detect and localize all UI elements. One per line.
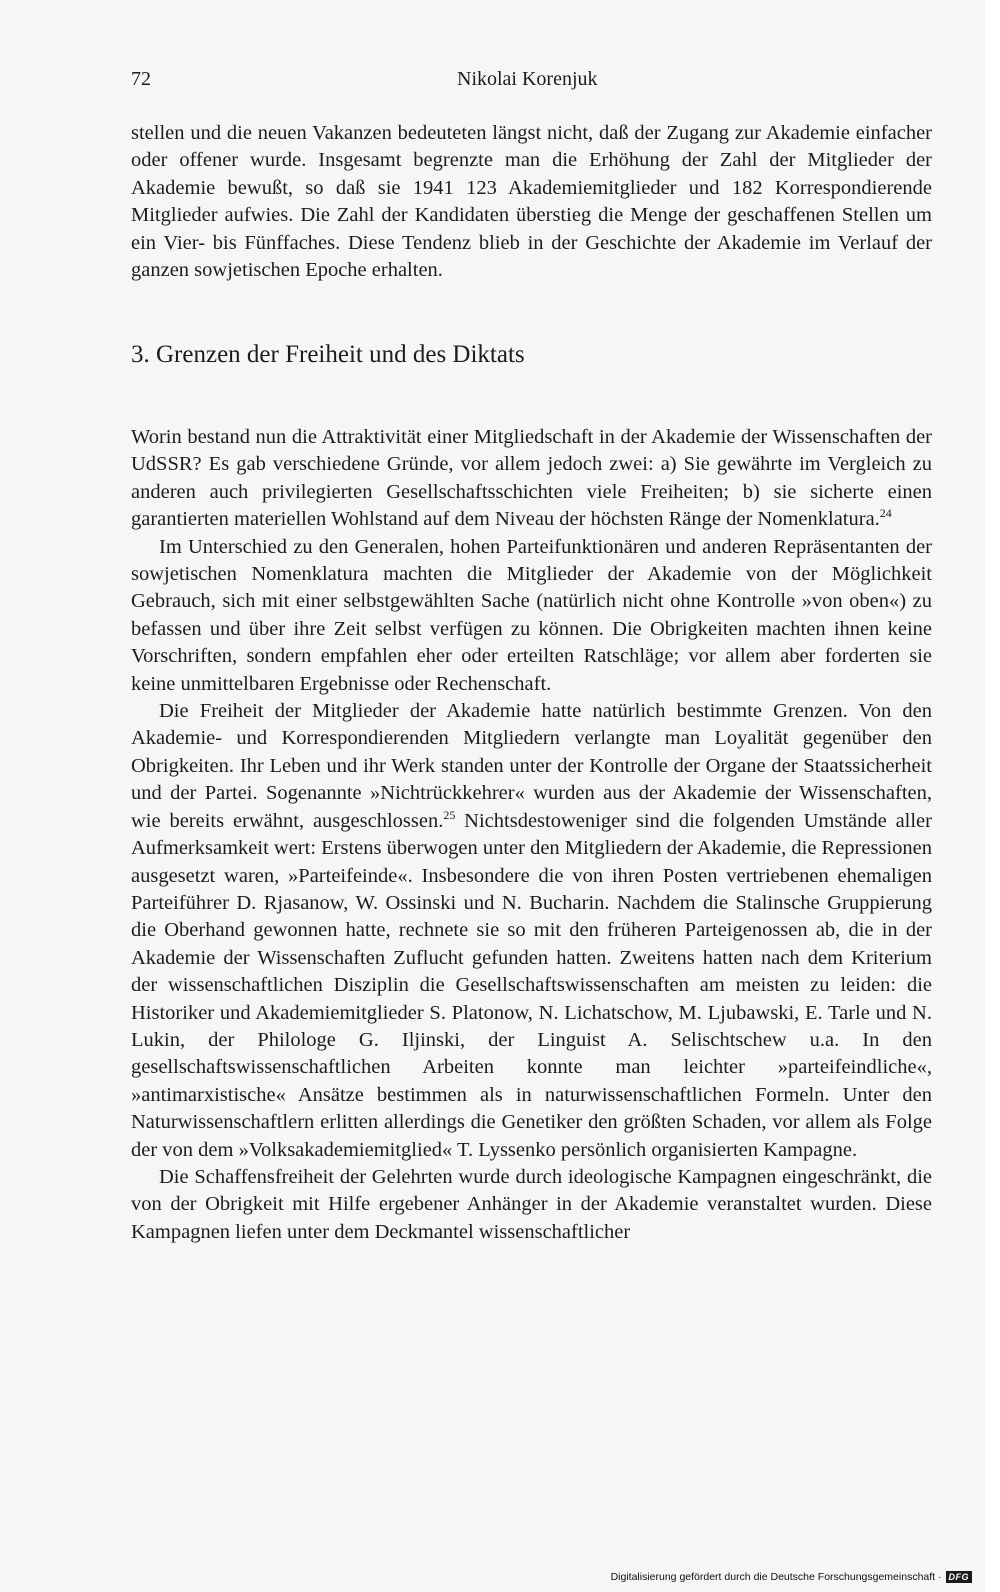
paragraph-3-text-b: Nichtsdestoweniger sind die folgenden Umstände aller Aufmerksamkeit wert: Erstens überwogen unter den Mitgliedern der Akademie, die Repressionen ausgesetzt waren, »Parteifeinde«. Insbesondere die von ihren Posten vertriebenen ehemaligen Parteiführer D. Rjasanow, W. Ossinski und N. Bucharin. Nachdem die Stalinsche Gruppierung die Oberhand gewonnen hatte, rechnete sie so mit den früheren Parteigenossen ab, die in der Akademie der Wissenschaften Zuflucht gefunden hatten. Zweitens hatten nach dem Kriterium der wissenschaftlichen Disziplin die Gesellschaftswissenschaften am meisten zu leiden: die Historiker und Akademiemitglieder S. Platonow, N. Lichatschow, M. Ljubawski, E. Tarle und N. Lukin, der Philologe G. Iljinski, der Linguist A. Selischtschew u.a. In den gesellschaftswissenschaftlichen Arbeiten konnte man leichter »parteifeindliche«, »antimarxistische« Ansätze bestimmen als in naturwissenschaftlichen Formeln. Unter den Naturwissenschaftlern erlitten allerdings die Genetiker den größten Schaden, vor allem als Folge der von dem »Volksakademiemitglied« T. Lyssenko persönlich organisierten Kampagne. <box>131 809 932 1161</box>
continuation-text <box>131 120 932 284</box>
paragraph-4: Die Schaffensfreiheit der Gelehrten wurde durch ideologische Kampagnen eingeschränkt, die von der Obrigkeit mit Hilfe ergebener Anhänger in der Akademie veranstaltet wurden. Diese Kampagnen liefen unter dem Deckmantel wissenschaftlicher <box>131 1165 932 1243</box>
header-author: Nikolai Korenjuk <box>457 68 598 90</box>
paragraph-3-text-a: Die Freiheit der Mitglieder der Akademie hatte natürlich bestimmte Grenzen. Von den Akademie- und Korrespondierenden Mitgliedern verlangte man Loyalität gegenüber den Obrigkeiten. Ihr Leben und ihr Werk standen unter der Kontrolle der Organe der Staatssicherheit und der Partei. Sogenannte »Nichtrückkehrer« wurden aus der Akademie der Wissenschaften, wie bereits erwähnt, ausgeschlossen. <box>131 700 932 832</box>
digitization-credit <box>611 1568 972 1586</box>
paragraph-1 <box>131 424 932 534</box>
scan-margin <box>985 0 1000 1592</box>
dfg-logo-icon: DFG <box>946 1571 973 1583</box>
paragraph-continuation: stellen und die neuen Vakanzen bedeuteten längst nicht, daß der Zugang zur Akademie einfacher oder offener wurde. Insgesamt begrenzte man die Erhöhung der Zahl der Mitglieder der Akademie bewußt, so daß sie 1941 123 Akademiemitglieder und 182 Korrespondierende Mitglieder aufwies. Die Zahl der Kandidaten überstieg die Menge der geschaffenen Stellen um ein Vier- bis Fünffaches. Diese Tendenz blieb in der Geschichte der Akademie im Verlauf der ganzen sowjetischen Epoche erhalten. <box>131 122 932 282</box>
running-head <box>131 68 931 98</box>
footnote-ref-24: 24 <box>879 506 892 521</box>
paragraph-2: Im Unterschied zu den Generalen, hohen Parteifunktionären und anderen Repräsentanten der sowjetischen Nomenklatura machten die Mitglieder der Akademie von der Möglichkeit Gebrauch, sich mit einer selbstgewählten Sache (natürlich nicht ohne Kontrolle »von oben«) zu befassen und über ihre Zeit selbst verfügen zu können. Die Obrigkeiten machten ihnen keine Vorschriften, sondern empfahlen eher oder erteilten Ratschläge; vor allem aber forderten sie keine unmittelbaren Ergebnisse oder Rechenschaft. <box>131 535 932 695</box>
page-number: 72 <box>131 68 151 90</box>
footnote-ref-25: 25 <box>443 807 456 822</box>
section-heading: 3. Grenzen der Freiheit und des Diktats <box>131 341 525 368</box>
section-body <box>131 424 932 1246</box>
paragraph-1-text: Worin bestand nun die Attraktivität einer Mitgliedschaft in der Akademie der Wissenschaften der UdSSR? Es gab verschiedene Gründe, vor allem jedoch zwei: a) Sie gewährte im Vergleich zu anderen auch privilegierten Gesellschaftsschichten viele Freiheiten; b) sie sicherte einen garantierten materiellen Wohlstand auf dem Niveau der höchsten Ränge der Nomenklatura. <box>131 426 932 531</box>
credit-text: Digitalisierung gefördert durch die Deutsche Forschungsgemeinschaft · <box>610 1571 942 1583</box>
paragraph-3 <box>131 698 932 1164</box>
